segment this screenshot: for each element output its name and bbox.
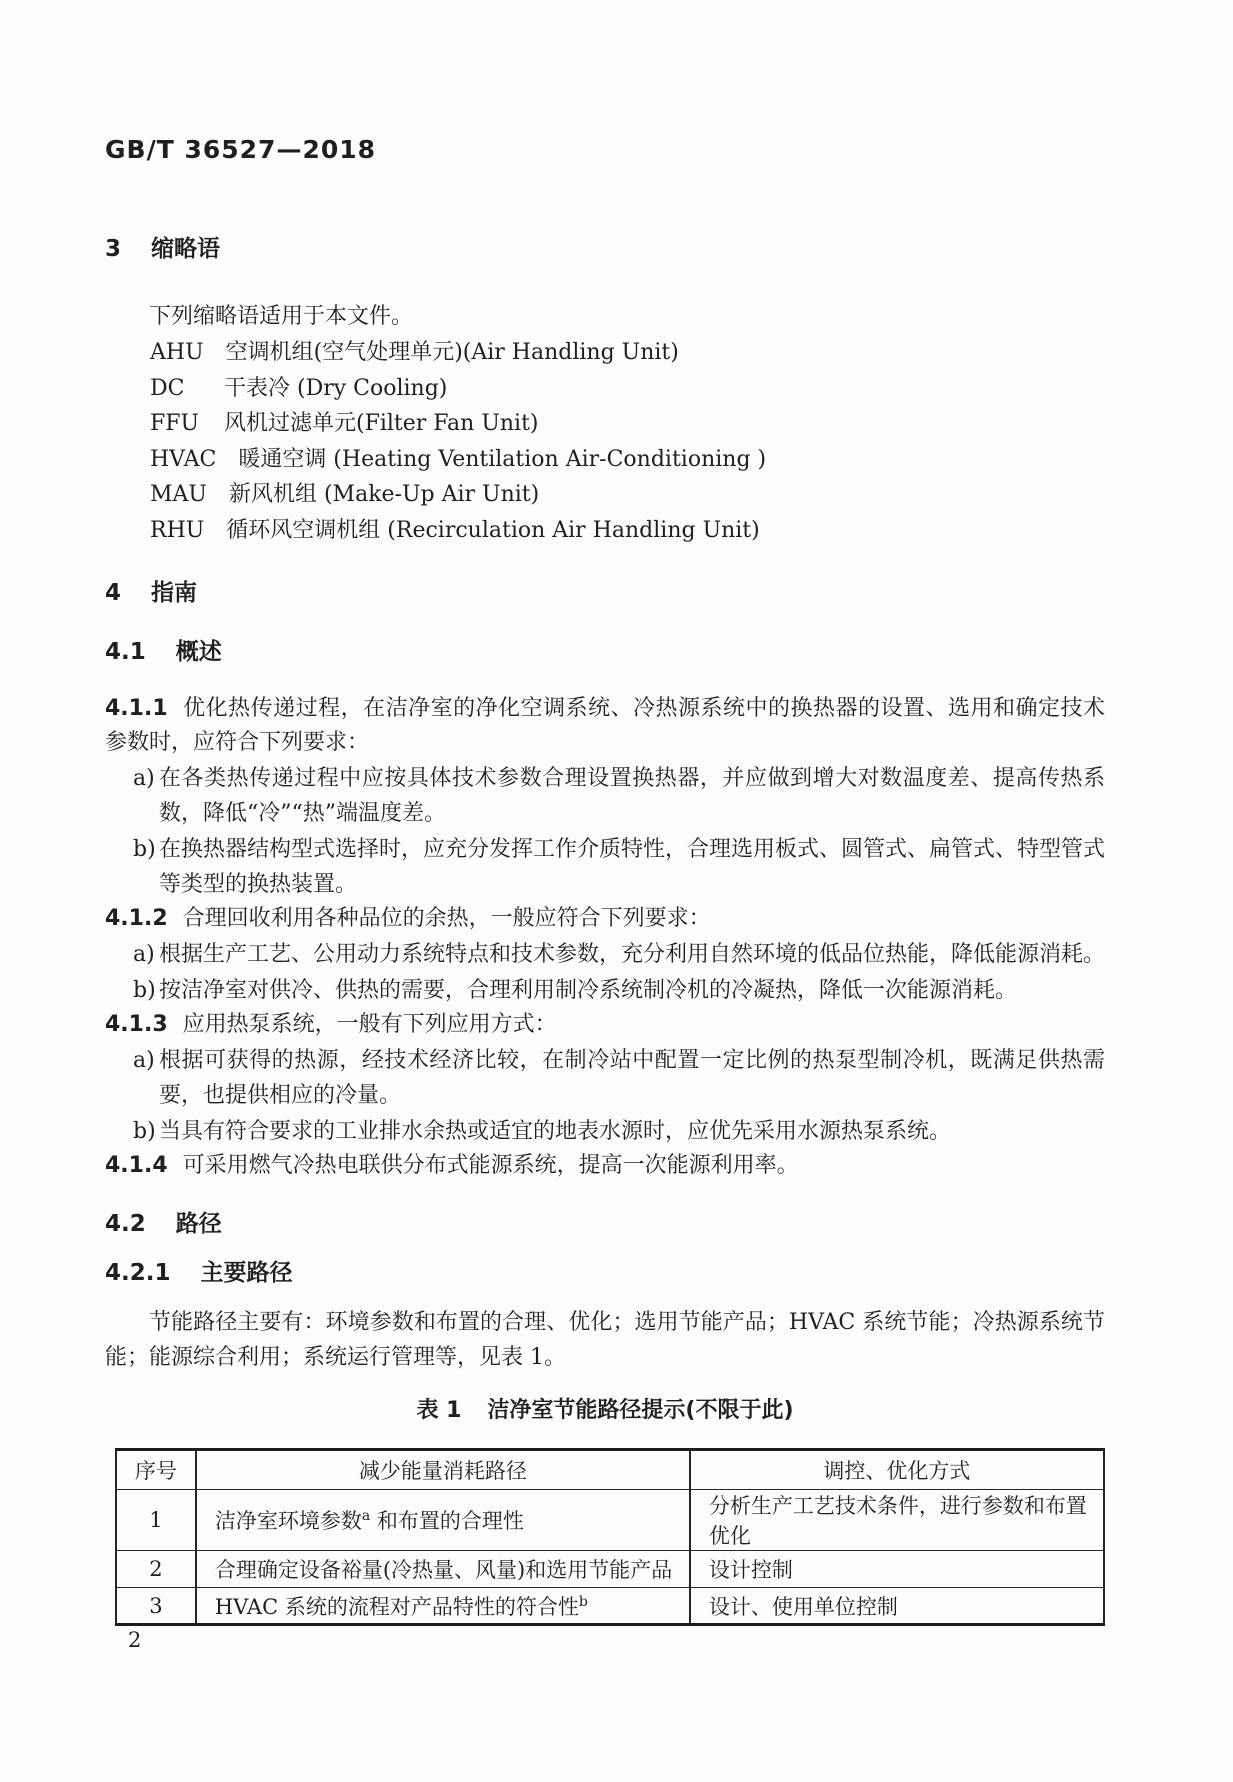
footnote-marker: b bbox=[578, 1593, 588, 1610]
section-4-1-number: 4.1 bbox=[105, 639, 146, 665]
abbreviations-intro: 下列缩略语适用于本文件。 bbox=[149, 304, 414, 329]
section-3-title: 缩略语 bbox=[151, 236, 221, 262]
clause-number: 4.1.3 bbox=[105, 1012, 168, 1037]
section-4-number: 4 bbox=[105, 580, 122, 606]
cell-path bbox=[196, 1490, 690, 1551]
list-item-text: 根据生产工艺、公用动力系统特点和技术参数，充分利用自然环境的低品位热能，降低能源消耗。 bbox=[159, 942, 1106, 967]
section-3-heading bbox=[105, 234, 1105, 265]
list-item-b bbox=[105, 1114, 1105, 1149]
section-4-2-number: 4.2 bbox=[105, 1211, 146, 1237]
table-row bbox=[116, 1551, 1104, 1588]
list-item-text: 在换热器结构型式选择时，应充分发挥工作介质特性，合理选用板式、圆管式、扁管式、特型管式等类型的换热装置。 bbox=[159, 837, 1106, 897]
clause-text: 应用热泵系统，一般有下列应用方式： bbox=[182, 1012, 557, 1037]
list-item-label: b) bbox=[133, 1119, 156, 1144]
abbreviation-list bbox=[105, 335, 1105, 548]
abbr-term: RHU bbox=[150, 517, 205, 543]
abbr-term: MAU bbox=[150, 482, 207, 507]
abbreviation-item bbox=[150, 442, 1105, 478]
list-item-label: a) bbox=[133, 942, 155, 967]
cell-index: 2 bbox=[116, 1551, 196, 1588]
table-row bbox=[116, 1490, 1104, 1551]
list-item-a bbox=[105, 761, 1105, 831]
abbr-definition: 空调机组(空气处理单元)(Air Handling Unit) bbox=[225, 340, 679, 365]
table-1-caption-title: 洁净室节能路径提示(不限于此) bbox=[487, 1398, 794, 1423]
list-item-text: 在各类热传递过程中应按具体技术参数合理设置换热器，并应做到增大对数温度差、提高传热系数，降低“冷”“热”端温度差。 bbox=[159, 766, 1105, 826]
section-3-number: 3 bbox=[105, 236, 122, 262]
list-item-a bbox=[105, 1043, 1105, 1113]
abbreviation-item bbox=[150, 406, 1105, 442]
list-item-text: 根据可获得的热源，经技术经济比较，在制冷站中配置一定比例的热泵型制冷机，既满足供热需要，也提供相应的冷量。 bbox=[159, 1048, 1105, 1108]
section-4-heading bbox=[105, 578, 1105, 609]
list-item-label: a) bbox=[133, 1048, 155, 1073]
footnote-marker: a bbox=[361, 1508, 371, 1524]
cell-path-text: HVAC 系统的流程对产品特性的符合性 bbox=[214, 1594, 579, 1619]
list-item-b bbox=[105, 973, 1105, 1008]
abbreviation-item bbox=[150, 513, 1105, 549]
section-4-1-heading bbox=[105, 637, 1105, 668]
abbr-definition: 新风机组 (Make-Up Air Unit) bbox=[228, 482, 540, 507]
clause-text: 可采用燃气冷热电联供分布式能源系统，提高一次能源利用率。 bbox=[182, 1153, 799, 1178]
clause-4-1-4 bbox=[105, 1149, 1105, 1183]
abbr-definition: 干表冷 (Dry Cooling) bbox=[224, 375, 448, 401]
list-item-b bbox=[105, 832, 1105, 902]
list-item-a bbox=[105, 937, 1105, 972]
abbr-definition: 暖通空调 (Heating Ventilation Air-Conditioning ) bbox=[238, 446, 767, 472]
abbreviation-item bbox=[150, 335, 1105, 371]
section-4-2-title: 路径 bbox=[175, 1211, 222, 1237]
section-4-2-heading bbox=[105, 1209, 1105, 1240]
document-standard-number: GB/T 36527—2018 bbox=[105, 135, 377, 164]
clause-number: 4.1.2 bbox=[105, 906, 168, 931]
clause-4-1-3 bbox=[105, 1008, 1105, 1042]
section-4-title: 指南 bbox=[151, 580, 198, 606]
column-header-index: 序号 bbox=[116, 1450, 196, 1490]
clause-text: 优化热传递过程，在洁净室的净化空调系统、冷热源系统中的换热器的设置、选用和确定技术参数时，应符合下列要求： bbox=[105, 696, 1105, 755]
abbr-term: AHU bbox=[150, 340, 204, 365]
table-1-caption bbox=[105, 1396, 1105, 1426]
cell-index: 3 bbox=[116, 1588, 196, 1625]
column-header-path: 减少能量消耗路径 bbox=[196, 1450, 690, 1490]
list-item-label: a) bbox=[133, 766, 155, 791]
abbreviation-item bbox=[150, 477, 1105, 513]
clause-number: 4.1.4 bbox=[105, 1153, 168, 1178]
cell-path-text: 和布置的合理性 bbox=[370, 1509, 524, 1533]
abbr-definition: 循环风空调机组 (Recirculation Air Handling Unit) bbox=[226, 517, 760, 543]
clause-4-1-1 bbox=[105, 692, 1105, 760]
table-1-caption-label: 表 1 bbox=[416, 1398, 462, 1423]
cell-index: 1 bbox=[116, 1490, 196, 1551]
abbr-term: DC bbox=[150, 375, 185, 401]
abbr-term: FFU bbox=[150, 411, 200, 436]
list-item-label: b) bbox=[133, 978, 156, 1003]
list-item-text: 按洁净室对供冷、供热的需要，合理利用制冷系统制冷机的冷凝热，降低一次能源消耗。 bbox=[159, 978, 1018, 1003]
list-item-label: b) bbox=[133, 837, 156, 862]
table-row bbox=[116, 1588, 1104, 1625]
cell-path-text: 合理确定设备裕量(冷热量、风量)和选用节能产品 bbox=[214, 1558, 673, 1582]
page-content bbox=[105, 0, 1105, 1626]
cell-method: 分析生产工艺技术条件，进行参数和布置优化 bbox=[690, 1490, 1104, 1551]
cell-path bbox=[196, 1551, 690, 1588]
table-1 bbox=[115, 1448, 1105, 1626]
table-header-row bbox=[116, 1450, 1104, 1490]
cell-path-text: 洁净室环境参数 bbox=[214, 1509, 362, 1533]
clause-number: 4.1.1 bbox=[105, 696, 168, 721]
section-4-2-1-heading bbox=[105, 1258, 1105, 1289]
page-number: 2 bbox=[128, 1628, 142, 1652]
paragraph-4-2-1: 节能路径主要有：环境参数和布置的合理、优化；选用节能产品；HVAC 系统节能；冷热源系统节能；能源综合利用；系统运行管理等，见表 1。 bbox=[105, 1310, 1105, 1370]
column-header-method: 调控、优化方式 bbox=[690, 1450, 1104, 1490]
cell-method: 设计、使用单位控制 bbox=[690, 1588, 1104, 1625]
clause-4-1-2 bbox=[105, 902, 1105, 936]
clause-text: 合理回收利用各种品位的余热，一般应符合下列要求： bbox=[182, 906, 711, 931]
section-4-2-1-number: 4.2.1 bbox=[105, 1260, 171, 1286]
abbr-definition: 风机过滤单元(Filter Fan Unit) bbox=[224, 411, 539, 436]
abbreviation-item bbox=[150, 371, 1105, 407]
cell-method: 设计控制 bbox=[690, 1551, 1104, 1588]
abbr-term: HVAC bbox=[150, 446, 217, 472]
list-item-text: 当具有符合要求的工业排水余热或适宜的地表水源时，应优先采用水源热泵系统。 bbox=[159, 1119, 952, 1144]
cell-path bbox=[196, 1588, 690, 1625]
section-4-2-1-title: 主要路径 bbox=[200, 1260, 293, 1286]
section-4-1-title: 概述 bbox=[175, 639, 222, 665]
